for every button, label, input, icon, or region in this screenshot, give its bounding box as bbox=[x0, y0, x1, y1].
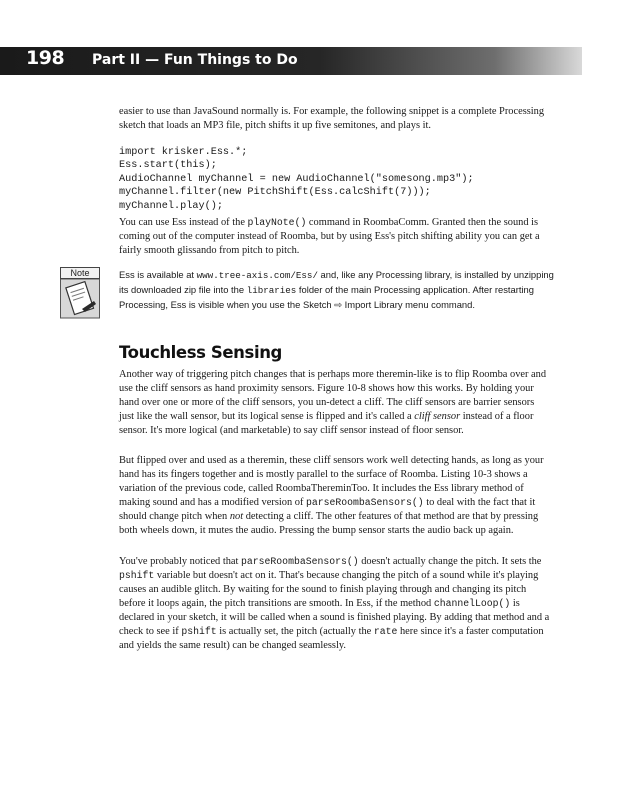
section-heading: Touchless Sensing bbox=[119, 343, 282, 362]
note-card-icon bbox=[60, 279, 100, 319]
part-title: Part II — Fun Things to Do bbox=[92, 52, 298, 68]
code-line: import krisker.Ess.*; bbox=[119, 147, 248, 158]
note-icon bbox=[60, 267, 100, 319]
inline-code: rate bbox=[373, 626, 398, 637]
note-label: Note bbox=[60, 267, 100, 279]
theremin-paragraph: Another way of triggering pitch changes that is perhaps more theremin-like is to flip Roomba over and use the cliff sensors as hand proximity sensors. Figure 10-8 shows how this works. By holding your hand over one or more of the cliff sensors, you un-detect a cliff. The cliff sensors are barrier sensors just like the wall sensor, but its logical sense is flipped and it's called a cliff sensor instead of a floor sensor. It's more logical (and marketable) to say cliff sensor instead of floor sensor. bbox=[119, 369, 547, 436]
inline-code: pshift bbox=[181, 626, 217, 637]
code-line: myChannel.play(); bbox=[119, 200, 223, 212]
code-line: myChannel.filter(new PitchShift(Ess.calcShift(7))); bbox=[119, 187, 431, 199]
code-line: AudioChannel myChannel = new AudioChannel("somesong.mp3"); bbox=[119, 173, 474, 185]
inline-code: pshift bbox=[119, 570, 155, 581]
code-snippet bbox=[119, 146, 551, 213]
inline-code: channelLoop() bbox=[433, 598, 511, 609]
inline-code-url: www.tree-axis.com/Ess/ bbox=[196, 270, 318, 281]
inline-code: parseRoombaSensors() bbox=[306, 497, 424, 508]
inline-code: playNote() bbox=[247, 217, 307, 228]
flipped-paragraph: But flipped over and used as a theremin, these cliff sensors work well detecting hands, as long as your hand has its fingers together and is mostly parallel to the surface of Roomba. Listing 10-3 shows a variation of the previous code, called RoombaThereminToo. It includes the Ess library method of making sound and has a modified version of parseRoombaSensors() to deal with the fact that it should change pitch when not detecting a cliff. The other features of that method are that by pressing both wheels down, it mutes the audio. Pressing the bump sensor starts the audio back up again. bbox=[119, 455, 544, 536]
intro-paragraph: easier to use than JavaSound normally is. For example, the following snippet is a complete Processing sketch that loads an MP3 file, pitch shifts it up five semitones, and plays it. bbox=[119, 106, 545, 131]
inline-code: libraries bbox=[246, 285, 297, 296]
page-number: 198 bbox=[26, 47, 65, 69]
inline-code: parseRoombaSensors() bbox=[241, 556, 359, 567]
code-line: Ess.start(this); bbox=[119, 160, 217, 172]
menu-arrow-icon: ⇨ bbox=[334, 299, 343, 310]
ess-paragraph: You can use Ess instead of the playNote() command in RoombaComm. Granted then the sound is coming out of the computer instead of Roomba, but by using Ess's pitch shifting ability you can get a fairly smooth glissando from pitch to pitch. bbox=[119, 217, 540, 256]
glitch-paragraph: You've probably noticed that parseRoombaSensors() doesn't actually change the pitch. It sets the pshift variable but doesn't act on it. That's because changing the pitch of a sound while it's playing causes an audible glitch. By waiting for the sound to finish playing through and changing its pitch before it loops again, the pitch transitions are smooth. In Ess, if the method channelLoop() is declared in your sketch, it will be called when a sound is finished playing. By adding that method and a check to see if pshift is actually set, the pitch (actually the rate here since it's a faster computation and yields the same result) can be changed seamlessly. bbox=[119, 556, 550, 651]
note-text: Ess is available at www.tree-axis.com/Ess/ and, like any Processing library, is installed by unzipping its downloaded zip file into the libraries folder of the main Processing application. After restarting Processing, Ess is visible when you use the Sketch ⇨ Import Library menu command. bbox=[119, 269, 554, 310]
italic-term: cliff sensor bbox=[414, 411, 461, 422]
italic-term: not bbox=[229, 511, 244, 522]
